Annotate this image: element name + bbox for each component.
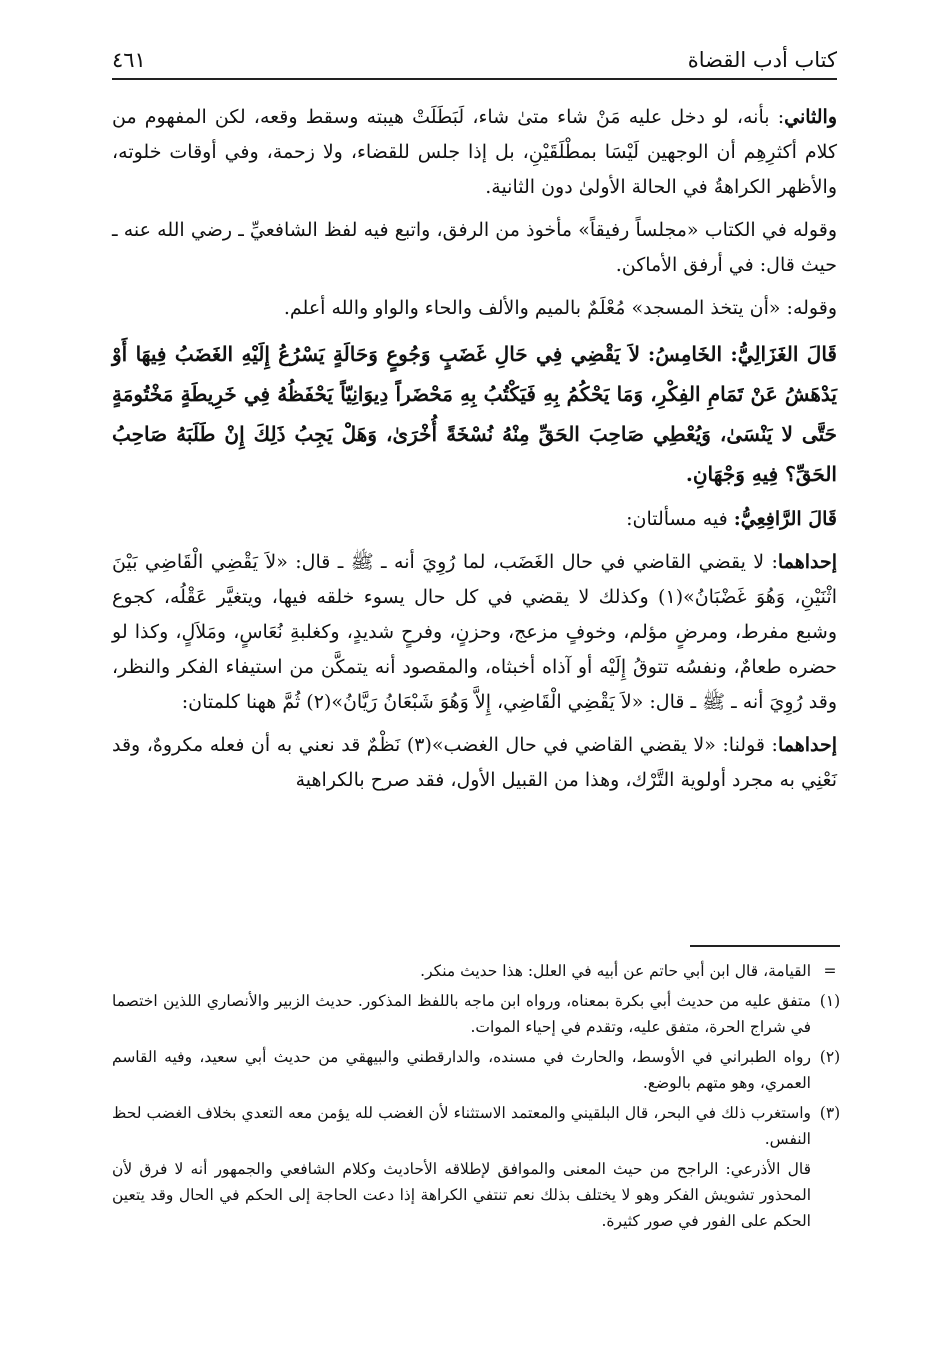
footnote: [112, 958, 849, 984]
paragraph-text: : قولنا: «لا يقضي القاضي في حال الغضب»(٣) نَظْمٌ قد نعني به أن فعله مكروهٌ، وقد نَعْنِي به مجرد أولوية التَّرْك، وهذا من القبيل الأول، فقد صرح بالكراهية: [112, 734, 837, 791]
footnote-text: رواه الطبراني في الأوسط، والحارث في مسنده، والدارقطني والبيهقي من حديث أبي سعيد، وفيه القاسم العمري، وهو متهم بالوضع.: [112, 1048, 811, 1092]
keyword: قَالَ الغَزَالِيُّ: الخَامِسُ:: [647, 342, 837, 366]
footnote-mark: (١): [819, 992, 841, 1010]
footnote: [112, 1044, 849, 1096]
matn-paragraph: [112, 334, 837, 494]
keyword: قَالَ الرَّافِعِيُّ:: [733, 508, 837, 530]
paragraph-7: [112, 728, 837, 798]
paragraph-text: : بأنه، لو دخل عليه مَنْ شاء متىٰ شاء، لَبَطَلَتْ هيبته وسقط وقعه، لكن المفهوم من كلام أكثرِهِم أن الوجهين لَيْسَا بمطْلَقَيْنِ، بل إذا جلس للقضاء، ولا زحمة، وفي أوقات خلوته، والأظهر الكراهةُ في الحالة الأولىٰ دون الثانية.: [112, 106, 837, 198]
footnote-mark: (٣): [819, 1104, 841, 1122]
matn-text: لاَ يَقْضِي فِي حَالِ غَضَبٍ وَجُوعٍ وَحَالَةٍ يَسْرُعُ إِلَيْهِ الغَضَبُ فِيهَا أَوْ يَدْهَشُ عَنْ تَمَامِ الفِكْرِ، وَمَا يَحْكُمُ بِهِ فَيَكْتُبُ بِهِ مَحْضَراً دِيوَانِيّاً يَحْفَظُهُ فِي خَرِيطَةٍ مَخْتُومَةٍ حَتَّى لا يَنْسَىٰ، وَيُعْطِي صَاحِبَ الحَقِّ مِنْهُ نُسْخَةً أُخْرَىٰ، وَهَلْ يَجِبُ ذَلِكَ إِنْ طَلَبَهُ صَاحِبُ الحَقِّ؟ فِيهِ وَجْهَانِ.: [112, 342, 837, 486]
footnote-mark: (٢): [819, 1048, 841, 1066]
keyword: والثاني: [784, 106, 837, 128]
main-text: [112, 100, 837, 806]
footnotes: [112, 958, 849, 1234]
paragraph-5: [112, 502, 837, 537]
footnote-text: متفق عليه من حديث أبي بكرة بمعناه، ورواه ابن ماجه باللفظ المذكور. حديث الزبير والأنصاري اللذين اختصما في شراج الحرة، متفق عليه، وتقدم في إحياء الموات.: [112, 992, 811, 1036]
footnote-mark: =: [823, 962, 837, 980]
paragraph-6: [112, 545, 837, 720]
paragraph-text: وقوله في الكتاب «مجلساً رفيقاً» مأخوذ من الرفق، واتبع فيه لفظ الشافعيِّ ـ رضي الله عنه ـ حيث قال: في أرفق الأماكن.: [112, 219, 837, 276]
page-number: ٤٦١: [112, 48, 146, 72]
footnote-text: القيامة، قال ابن أبي حاتم عن أبيه في العلل: هذا حديث منكر.: [420, 962, 811, 980]
running-header: [112, 38, 837, 80]
paragraph-text: : لا يقضي القاضي في حال الغَضَب، لما رُوِيَ أنه ـ ﷺ ـ قال: «لاَ يَقْضِي الْقَاضِي بَيْنَ اثْنَيْنِ، وَهُوَ غَضْبَانُ»(١) وكذلك لا يقضي في كل حال يسوء خلقه فيها، ويتغيَّر عَقْلُه، كجوع وشبع مفرط، ومرضٍ مؤلم، وخوفٍ مزعج، وحزنٍ، وفرحٍ شديدٍ، وكغلبةِ نُعَاسٍ، ومَلاَلٍ، وكذا لو حضره طعامٌ، ونفسُه تتوقُ إِلَيْه أو آذاه أخبثاه، والمقصود أنه يتمكَّن من استيفاء الفكر والنظر، وقد رُوِيَ أنه ـ ﷺ ـ قال: «لاَ يَقْضِي الْقَاضِي، إِلاَّ وَهُوَ شَبْعَانُ رَيَّانُ»(٢) ثُمَّ ههنا كلمتان:: [112, 551, 837, 713]
keyword: إحداهما: [777, 551, 837, 573]
paragraph-1: [112, 100, 837, 205]
footnote: [112, 1100, 849, 1152]
footnote-continuation: قال الأذرعي: الراجح من حيث المعنى والموافق لإطلاقه الأحاديث وكلام الشافعي والجمهور أنه لا فرق لأن المحذور تشويش الفكر وهو لا يختلف بذلك نعم تنتفي الكراهة إذا دعت الحاجة إلى الحكم في الحال وقد يتعين الحكم على الفور في صور كثيرة.: [112, 1160, 811, 1230]
footnote-text: واستغرب ذلك في البحر، قال البلقيني والمعتمد الاستثناء لأن الغضب لله يؤمن معه التعدي بخلاف الغضب لحظ النفس.: [112, 1104, 811, 1148]
paragraph-text: فيه مسألتان:: [626, 508, 728, 530]
keyword: إحداهما: [777, 734, 838, 756]
footnote: [112, 988, 849, 1040]
paragraph-3: [112, 291, 837, 326]
footnote-separator: [690, 945, 840, 947]
paragraph-text: وقوله: «أن يتخذ المسجد» مُعْلَمٌ بالميم والألف والحاء والواو والله أعلم.: [283, 297, 837, 319]
book-title: كتاب أدب القضاة: [687, 48, 837, 72]
paragraph-2: [112, 213, 837, 283]
